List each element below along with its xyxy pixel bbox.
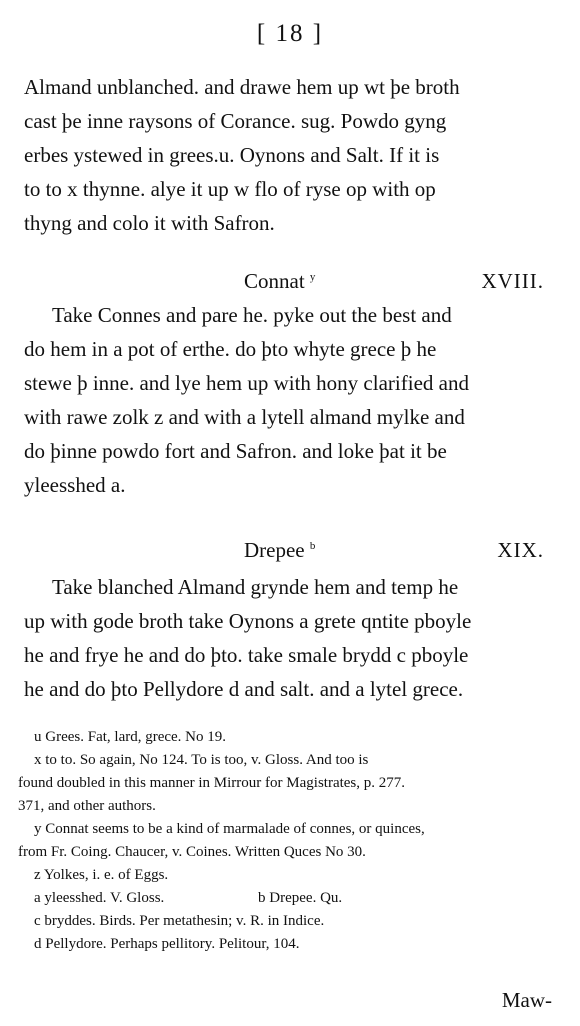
footnote: d Pellydore. Perhaps pellitory. Pelitour, 104. [34,936,300,952]
footnote: 371, and other authors. [18,798,156,814]
text-line: cast þe inne raysons of Corance. sug. Powdo gyng [24,109,447,133]
footnote: y Connat seems to be a kind of marmalade of connes, or quinces, [34,821,425,837]
footnote: found doubled in this manner in Mirrour for Magistrates, p. 277. [18,775,406,791]
text-line: stewe þ inne. and lye hem up with hony clarified and [24,371,469,395]
recipe-title: Drepee $^b$ [244,538,316,562]
catchword: Maw- [501,988,552,1012]
page-number: [ 18 ] [256,20,324,47]
footnote: u Grees. Fat, lard, grece. No 19. [34,729,227,745]
text-line: do hem in a pot of erthe. do þto whyte grece þ he [24,337,437,361]
footnote: z Yolkes, i. e. of Eggs. [34,867,169,883]
text-line: Take blanched Almand grynde hem and temp he [52,575,459,599]
footnotes [18,726,558,956]
recipe-body-18 [24,298,556,502]
footnote: c bryddes. Birds. Per metathesin; v. R. in Indice. [34,913,325,929]
recipe-numeral: XIX. [497,538,544,562]
text-line: thyng and colo it with Safron. [24,211,275,235]
recipe-numeral: XVIII. [481,269,544,293]
recipe-heading-19 [24,533,556,567]
text-line: Almand unblanched. and drawe hem up wt þe broth [24,75,460,99]
text-line: erbes ystewed in grees.u. Oynons and Salt. If it is [24,143,440,167]
text-line: Take Connes and pare he. pyke out the best and [52,303,452,327]
text-line: do þinne powdo fort and Safron. and loke þat it be [24,439,447,463]
footnote: a yleesshed. V. Gloss. b Drepee. Qu. [34,890,343,906]
footnote: x to to. So again, No 124. To is too, v. Gloss. And too is [34,752,369,768]
text-line: yleesshed a. [24,473,126,497]
text-line: with rawe zolk z and with a lytell almand mylke and [24,405,465,429]
recipe-continuation [24,70,556,240]
recipe-heading-18 [24,264,556,298]
text-line: to to x thynne. alye it up w flo of ryse op with op [24,177,436,201]
text-line: he and do þto Pellydore d and salt. and a lytel grece. [24,677,464,701]
text-line: he and frye he and do þto. take smale brydd c pboyle [24,643,469,667]
recipe-title: Connat $^y$ [244,269,316,293]
text-line: up with gode broth take Oynons a grete qntite pboyle [24,609,472,633]
footnote: from Fr. Coing. Chaucer, v. Coines. Written Quces No 30. [18,844,366,860]
recipe-body-19 [24,570,556,706]
